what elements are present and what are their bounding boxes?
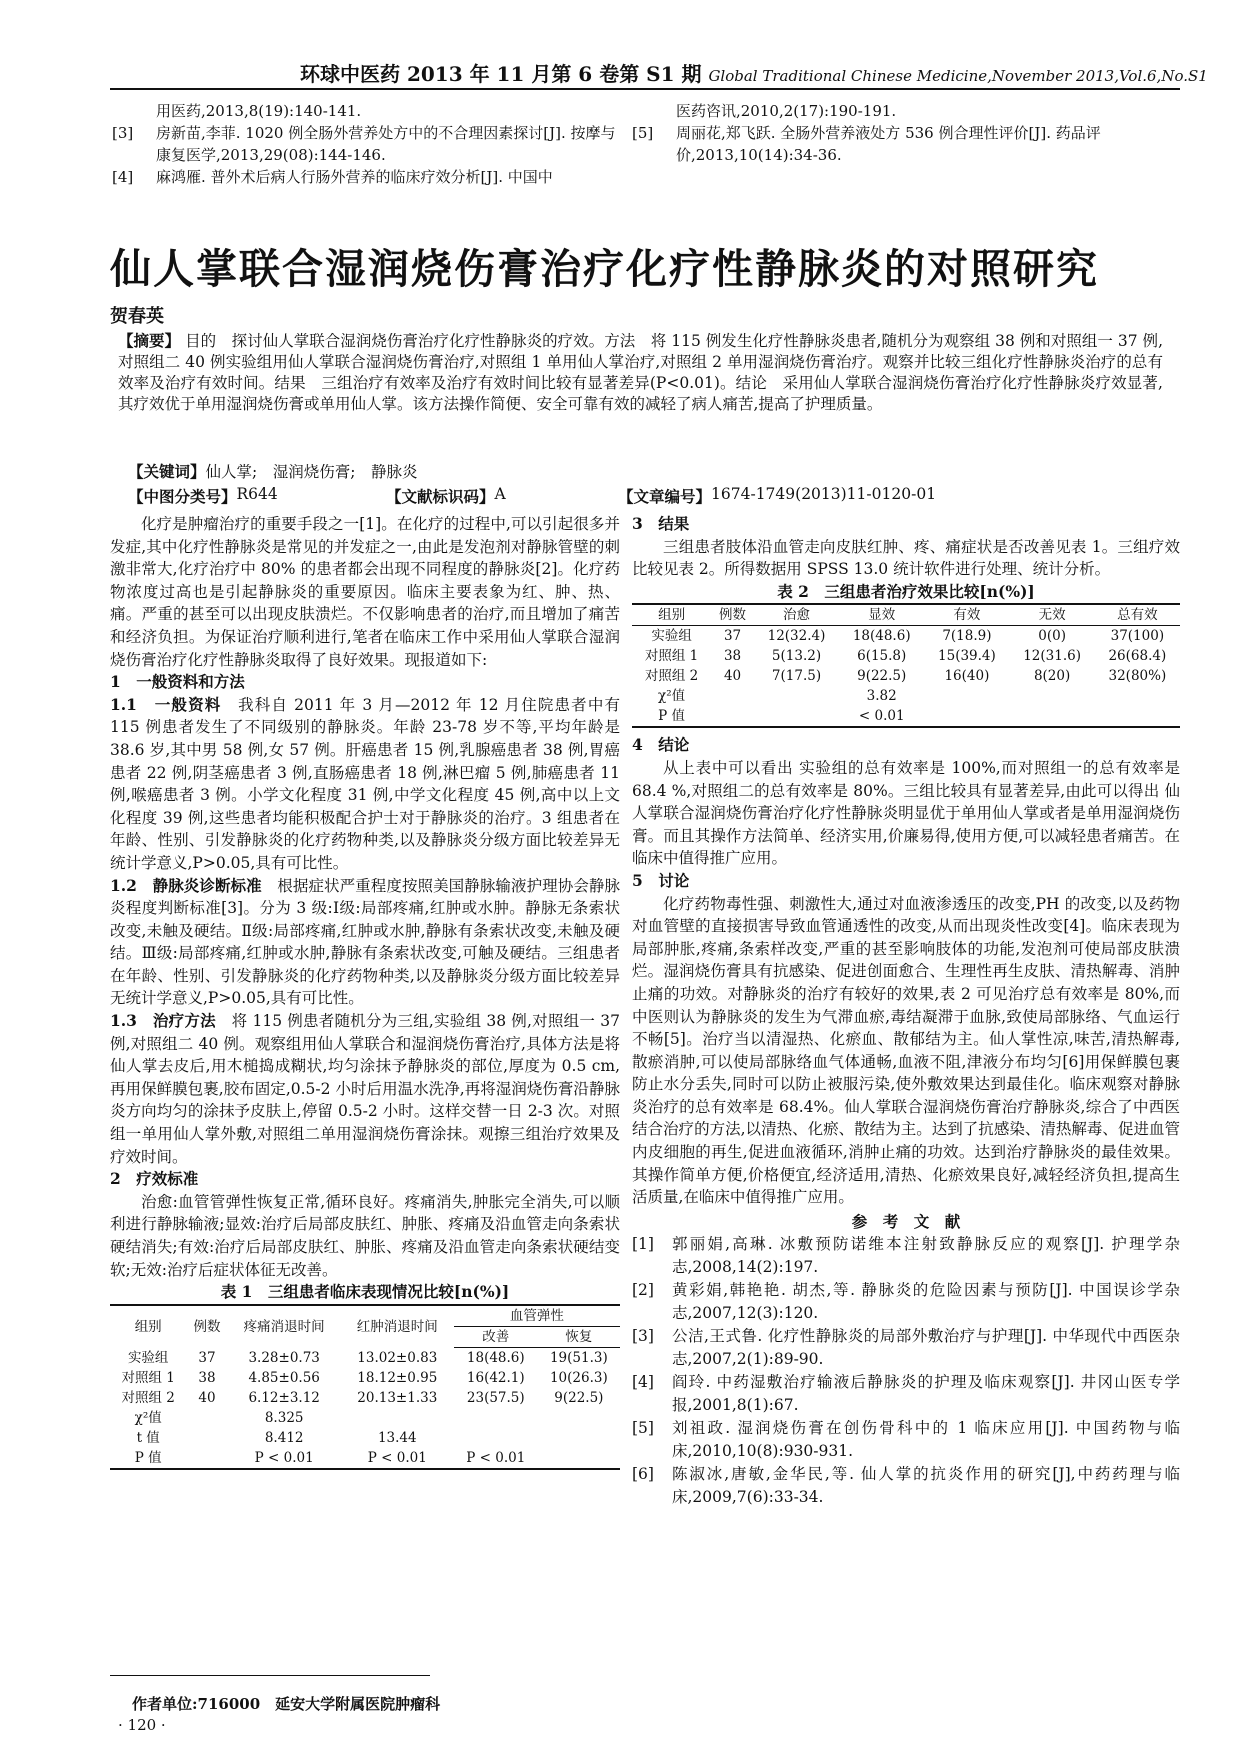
table-cell (454, 1408, 538, 1428)
table-cell (454, 1428, 538, 1448)
table-cell: 18(48.6) (466, 1349, 525, 1366)
journal-en: Global Traditional Chinese Medicine,November 2013,Vol.6,No.S1 (708, 67, 1208, 85)
table-cell: 18(48.6) (852, 628, 911, 645)
table-cell: 6.12±3.12 (248, 1389, 320, 1406)
th: 治愈 (754, 604, 839, 626)
prev-ref: 医药咨讯,2010,2(17):190-191. (676, 102, 897, 120)
table-cell (538, 1428, 620, 1448)
table-cell: 38 (723, 648, 742, 665)
table-cell: 38 (198, 1369, 216, 1386)
keywords: 【关键词】仙人掌; 湿润烧伤膏; 静脉炎 (128, 462, 418, 481)
page-number: · 120 · (118, 1716, 166, 1734)
table-cell: 0(0) (1038, 628, 1066, 645)
table-cell (754, 686, 839, 706)
table1 (110, 1304, 620, 1470)
table-cell: 40 (723, 668, 742, 685)
paragraph: 三组患者肢体沿血管走向皮肤红肿、疼、痛症状是否改善见表 1。三组疗效比较见表 2。所得数据用 SPSS 13.0 统计软件进行处理、统计分析。 (632, 537, 1180, 579)
table-cell: 19(51.3) (549, 1349, 608, 1366)
section-heading: 5 讨论 (632, 870, 690, 890)
table-cell: 37 (198, 1349, 216, 1366)
table-cell: 4.85±0.56 (248, 1369, 320, 1386)
table-cell: 37 (723, 628, 742, 645)
table-cell: 9(22.5) (554, 1389, 604, 1406)
table-row (110, 1368, 620, 1388)
table-cell (538, 1448, 620, 1469)
table-cell: 26(68.4) (1108, 648, 1167, 665)
journal-cn: 环球中医药 2013 年 11 月第 6 卷第 S1 期 (300, 62, 702, 86)
table-cell: 13.02±0.83 (357, 1349, 438, 1366)
footnote-rule (110, 1675, 430, 1676)
table-row (110, 1347, 620, 1368)
table-cell: 12(31.6) (1023, 648, 1081, 665)
table-cell: χ²值 (658, 688, 686, 705)
paragraph: 化疗药物毒性强、刺激性大,通过对血液渗透压的改变,PH 的改变,以及药物对血管壁的直接损害导致血管通透性的改变,从而出现炎性改变[4]。临床表现为局部肿胀,疼痛,条索样改变,严重的甚至影响肢体的功能,发泡剂可使局部皮肤溃烂。湿润烧伤膏具有抗感染、促进创面愈合、生理性再生皮肤、清热解毒、消肿止痛的功效。对静脉炎的治疗有较好的效果,表 2 可见治疗总有效率是 80%,而中医则认为静脉炎的发生为气滞血瘀,毒结凝滞于血脉,致使局部脉络、气血运行不畅[5]。治疗当以清湿热、化瘀血、散郁结为主。仙人掌性凉,味苦,清热解毒,散瘀消肿,可以使局部脉络血气体通畅,血液不阻,津液分布均匀[6]用保鲜膜包裹防止水分丢失,同时可以防止被服污染,使外敷效果达到最佳化。临床观察对静脉炎治疗的总有效率是 68.4%。仙人掌联合湿润烧伤膏治疗静脉炎,综合了中西医结合治疗的方法,以清热、化瘀、散结为主。达到了抗感染、清热解毒、促进血管内皮细胞的再生,促进血液循环,消肿止痛的功效。达到治疗静脉炎的最佳效果。其操作简单方便,价格便宜,经济适用,清热、化瘀效果良好,减轻经济负担,提高生活质量,在临床中值得推广应用。 (632, 894, 1180, 1207)
reference-item: [1] 郭丽娟,高琳. 冰敷预防诺维本注射致静脉反应的观察[J]. 护理学杂志,2008,14(2):197. (632, 1235, 1180, 1277)
table-cell: 5(13.2) (771, 648, 822, 665)
table-row (110, 1388, 620, 1408)
table-cell: 实验组 (651, 628, 692, 645)
table-cell (1095, 686, 1180, 706)
th: 总有效 (1095, 604, 1180, 626)
table-cell: P < 0.01 (454, 1448, 538, 1469)
left-column (110, 513, 620, 1470)
table-cell (924, 686, 1009, 706)
table-cell: 7(18.9) (942, 628, 992, 645)
abstract-label: 【摘要】 (118, 331, 181, 350)
section-heading: 3 结果 (632, 514, 690, 533)
th: 血管弹性 (454, 1305, 620, 1327)
paragraph: 1.1 一般资料 我科自 2011 年 3 月—2012 年 12 月住院患者中有 115 例患者发生了不同级别的静脉炎。年龄 23-78 岁不等,平均年龄是 38.6 岁,其中男 58 例,女 57 例。肝癌患者 15 例,乳腺癌患者 38 例,胃癌患者 22 例,阴茎癌患者 3 例,直肠癌患者 18 例,淋巴瘤 5 例,肺癌患者 11 例,喉癌患者 3 例。小学文化程度 31 例,中学文化程度 45 例,高中以上文化程度 39 例,这些患者均能积极配合护士对于静脉炎的治疗。3 组患者在年龄、性别、引发静脉炎的化疗药物种类,以及静脉炎分级方面比较差异无统计学意义,P>0.05,具有可比性。 (110, 694, 620, 872)
table-cell: 18.12±0.95 (357, 1369, 438, 1386)
table-cell: 对照组 1 (121, 1369, 175, 1386)
table-row (632, 626, 1180, 647)
reference-list (632, 1233, 1180, 1509)
table-cell (1010, 686, 1095, 706)
reference-item: [6] 陈淑冰,唐敏,金华民,等. 仙人掌的抗炎作用的研究[J],中药药理与临床,2009,7(6):33-34. (632, 1465, 1180, 1507)
table-cell: 12(32.4) (767, 628, 826, 645)
th: 红肿消退时间 (341, 1305, 454, 1348)
table-cell: 3.28±0.73 (248, 1349, 320, 1366)
reference-item: [4] 阎玲. 中药湿敷治疗输液后静脉炎的护理及临床观察[J]. 井冈山医专学报,2001,8(1):67. (632, 1373, 1180, 1415)
table-cell: P < 0.01 (341, 1448, 454, 1469)
table1-caption: 表 1 三组患者临床表现情况比较[n(%)] (220, 1282, 510, 1302)
table-row (632, 666, 1180, 686)
table-cell: 37(100) (1110, 628, 1165, 645)
table-row (632, 686, 1180, 706)
table-cell: 16(42.1) (466, 1369, 525, 1386)
th: 恢复 (538, 1326, 620, 1347)
table-cell: 实验组 (127, 1349, 169, 1366)
table-cell (711, 706, 754, 727)
table-cell: 20.13±1.33 (357, 1389, 438, 1406)
intro-paragraph: 化疗是肿瘤治疗的重要手段之一[1]。在化疗的过程中,可以引起很多并发症,其中化疗性静脉炎是常见的并发症之一,由此是发泡剂对静脉管壁的刺激非常大,化疗治疗中 80% 的患者都会出现不同程度的静脉炎[2]。化疗药物浓度过高也是引起静脉炎的重要原因。临床主要表象为红、肿、热、痛。严重的甚至可以出现皮肤溃烂。不仅影响患者的治疗,而且增加了痛苦和经济负担。为保证治疗顺利进行,笔者在临床工作中采用仙人掌联合湿润烧伤膏治疗化疗性静脉炎取得了良好效果。现报道如下: (110, 515, 620, 669)
section-heading: 1 一般资料和方法 (110, 672, 245, 692)
section-heading: 4 结论 (632, 735, 690, 755)
abstract (118, 330, 1163, 415)
th: 显效 (839, 604, 924, 626)
table-cell: 9(22.5) (857, 668, 907, 685)
table-row (110, 1448, 620, 1469)
paragraph: 1.3 治疗方法 将 115 例患者随机分为三组,实验组 38 例,对照组一 37 例,对照组二 40 例。观察组用仙人掌联合和湿润烧伤膏治疗,具体方法是将仙人掌去皮后,用木槌捣成糊状,均匀涂抹予静脉炎的部位,厚度为 0.5 cm,再用保鲜膜包裹,胶布固定,0.5-2 小时后用温水洗净,再将湿润烧伤膏沿静脉炎方向均匀的涂抹予皮肤上,停留 0.5-2 小时。这样交替一日 2-3 次。对照组一单用仙人掌外敷,对照组二单用湿润烧伤膏涂抹。观擦三组治疗效果及疗效时间。 (110, 1011, 620, 1166)
table-cell: 32(80%) (1108, 668, 1167, 685)
table-cell: P 值 (110, 1448, 186, 1469)
table-cell: 对照组 2 (644, 668, 699, 685)
th: 无效 (1010, 604, 1095, 626)
table-cell: 8(20) (1033, 668, 1071, 685)
reference-item: [5] 刘祖政. 湿润烧伤膏在创伤骨科中的 1 临床应用[J]. 中国药物与临床,2010,10(8):930-931. (632, 1419, 1180, 1461)
table-row (110, 1428, 620, 1448)
th: 组别 (632, 604, 711, 626)
table-cell (186, 1448, 227, 1469)
table-cell: t 值 (136, 1429, 160, 1446)
author-affiliation: 作者单位:716000 延安大学附属医院肿瘤科 (132, 1695, 441, 1713)
table-cell: 7(17.5) (771, 668, 822, 685)
paragraph: 1.2 静脉炎诊断标准 根据症状严重程度按照美国静脉输液护理协会静脉炎程度判断标准[3]。分为 3 级:Ⅰ级:局部疼痛,红肿或水肿。静脉无条索状改变,未触及硬结。Ⅱ级:局部疼痛,红肿或水肿,静脉有条索状改变,未触及硬结。Ⅲ级:局部疼痛,红肿或水肿,静脉有条索状改变,可触及硬结。三组患者在年龄、性别、引发静脉炎的化疗药物种类,以及静脉炎分级方面比较差异无统计学意义,P>0.05,具有可比性。 (110, 875, 620, 1008)
table-row (110, 1408, 620, 1428)
table-cell (754, 706, 839, 727)
table-cell: 40 (198, 1389, 216, 1406)
table-cell: 10(26.3) (549, 1369, 608, 1386)
paragraph: 治愈:血管管弹性恢复正常,循环良好。疼痛消失,肿胀完全消失,可以顺利进行静脉输液;显效:治疗后局部皮肤红、肿胀、疼痛及沿血管走向条索状硬结消失;有效:治疗后局部皮肤红、肿胀、疼痛及沿血管走向条索状硬结变软;无效:治疗后症状体征无改善。 (110, 1192, 620, 1279)
prev-ref: [4] 麻鸿雁. 普外术后病人行肠外营养的临床疗效分析[J]. 中国中 (112, 168, 553, 186)
table2 (632, 603, 1180, 728)
table-cell: χ²值 (134, 1409, 162, 1426)
abstract-text: 目的 探讨仙人掌联合湿润烧伤膏治疗化疗性静脉炎的疗效。方法 将 115 例发生化疗性静脉炎患者,随机分为观察组 38 例和对照组一 37 例,对照组二 40 例实验组用仙人掌联合湿润烧伤膏治疗,对照组 1 单用仙人掌治疗,对照组 2 单用湿润烧伤膏治疗。观察并比较三组化疗性静脉炎治疗的总有效率及治疗有效时间。结果 三组治疗有效率及治疗有效时间比较有显著差异(P<0.01)。结论 采用仙人掌联合湿润烧伤膏治疗化疗性静脉炎疗效显著,其疗效优于单用湿润烧伤膏或单用仙人掌。该方法操作简便、安全可靠有效的减轻了病人痛苦,提高了护理质量。 (118, 332, 1163, 413)
table-cell: 23(57.5) (466, 1389, 525, 1406)
table-cell: 对照组 2 (121, 1389, 175, 1406)
table-cell (711, 686, 754, 706)
table-cell (186, 1408, 227, 1428)
th: 例数 (711, 604, 754, 626)
table-cell: 对照组 1 (644, 648, 699, 665)
article-title: 仙人掌联合湿润烧伤膏治疗化疗性静脉炎的对照研究 (110, 245, 1099, 293)
table-cell (341, 1408, 454, 1428)
reference-item: [2] 黄彩娟,韩艳艳. 胡杰,等. 静脉炎的危险因素与预防[J]. 中国误诊学杂志,2007,12(3):120. (632, 1281, 1180, 1323)
author: 贺春英 (110, 306, 164, 327)
th: 疼痛消退时间 (228, 1305, 341, 1348)
table-cell (924, 706, 1009, 727)
section-heading: 2 疗效标准 (110, 1169, 199, 1189)
reference-item: [3] 公洁,王式鲁. 化疗性静脉炎的局部外敷治疗与护理[J]. 中华现代中西医杂志,2007,2(1):89-90. (632, 1327, 1180, 1369)
prev-refs-left (112, 100, 622, 188)
prev-ref: [3] 房新苗,李菲. 1020 例全肠外营养处方中的不合理因素探讨[J]. 按摩与康复医学,2013,29(08):144-146. (112, 124, 616, 164)
table-row (632, 706, 1180, 727)
table-row (632, 646, 1180, 666)
prev-ref: 用医药,2013,8(19):140-141. (156, 102, 362, 120)
table-cell: P 值 (632, 706, 711, 727)
running-header (300, 58, 1208, 87)
table-cell: P < 0.01 (228, 1448, 341, 1469)
table-cell: 16(40) (944, 668, 990, 685)
table-cell: 13.44 (377, 1429, 417, 1446)
th: 例数 (186, 1305, 227, 1348)
header-rule (110, 88, 1180, 90)
table-cell (1010, 706, 1095, 727)
table-cell: 3.82 (866, 688, 897, 705)
table-cell (1095, 706, 1180, 727)
table-cell: 6(15.8) (857, 648, 907, 665)
table-cell: 8.325 (264, 1409, 304, 1426)
table-cell: < 0.01 (839, 706, 924, 727)
prev-ref: [5] 周丽花,郑飞跃. 全肠外营养液处方 536 例合理性评价[J]. 药品评价,2013,10(14):34-36. (632, 124, 1101, 164)
table2-caption: 表 2 三组患者治疗效果比较[n(%)] (777, 581, 1035, 601)
table-cell (538, 1408, 620, 1428)
table-cell: 15(39.4) (938, 648, 996, 665)
references-heading: 参 考 文 献 (851, 1211, 961, 1231)
right-column (632, 513, 1180, 1509)
th: 改善 (454, 1326, 538, 1347)
table-cell (186, 1428, 227, 1448)
th: 有效 (924, 604, 1009, 626)
prev-refs-right (632, 100, 1177, 166)
th: 组别 (110, 1305, 186, 1348)
table-cell: 8.412 (264, 1429, 304, 1446)
paragraph: 从上表中可以看出 实验组的总有效率是 100%,而对照组一的总有效率是 68.4 %,对照组二的总有效率是 80%。三组比较具有显著差异,由此可以得出 仙人掌联合湿润烧伤膏治疗化疗性静脉炎明显优于单用仙人掌或者是单用湿润烧伤膏。而且其操作方法简单、经济实用,价廉易得,使用方便,可以减轻患者痛苦。在临床中值得推广应用。 (632, 758, 1180, 868)
